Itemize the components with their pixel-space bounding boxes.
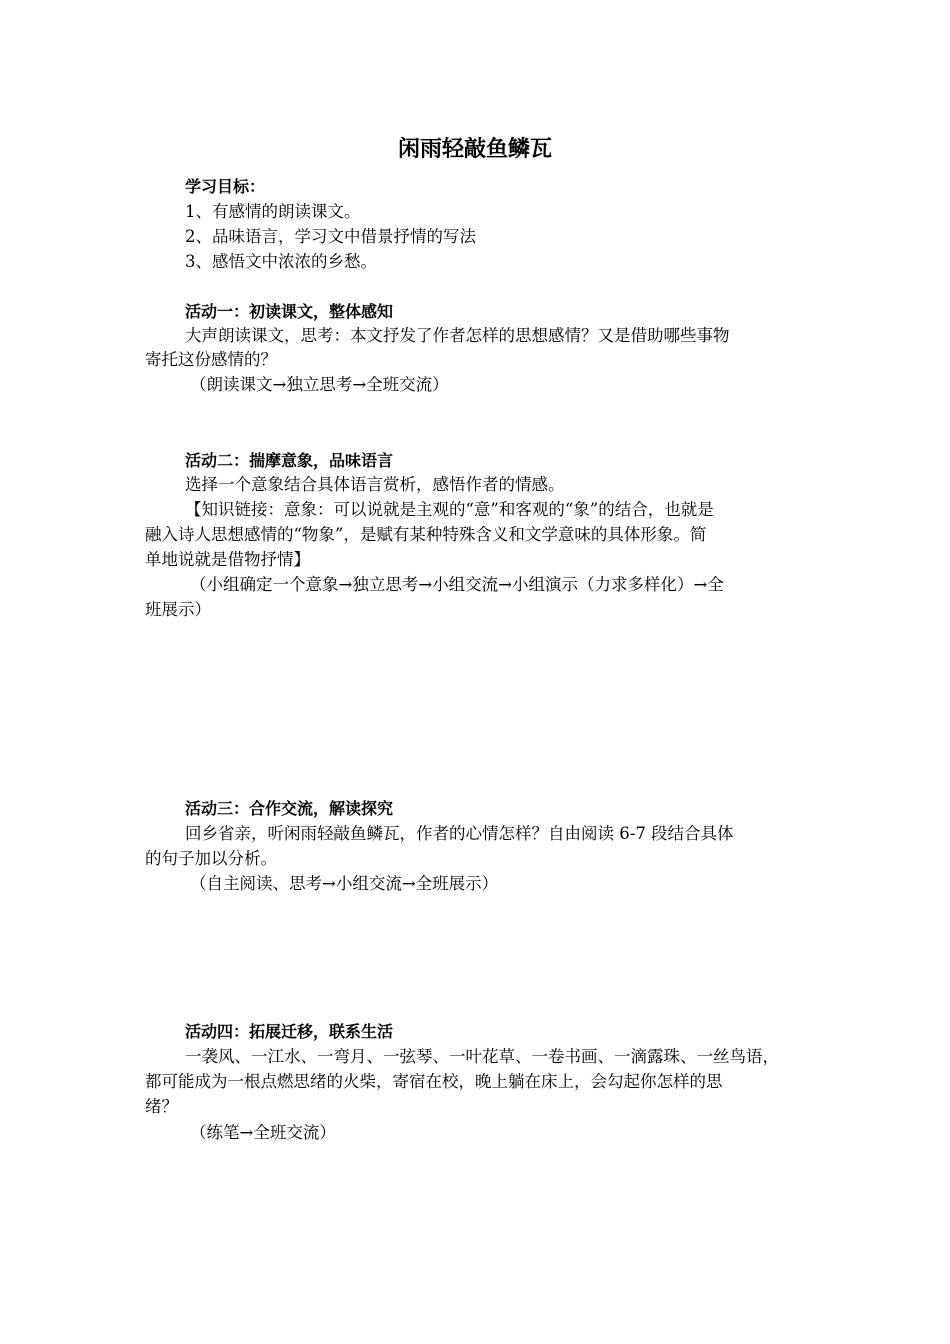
activity2-heading: 活动二：揣摩意象，品味语言 bbox=[185, 451, 394, 470]
activity2-knowledge-line: 【知识链接：意象：可以说就是主观的“意”和客观的“象”的结合，也就是 bbox=[185, 500, 714, 519]
activity3-process: （自主阅读、思考→小组交流→全班展示） bbox=[190, 874, 499, 893]
document-title: 闲雨轻敲鱼鳞瓦 bbox=[397, 137, 552, 162]
activity1-process: （朗读课文→独立思考→全班交流） bbox=[190, 375, 449, 394]
objectives-heading: 学习目标： bbox=[185, 177, 266, 196]
activity4-text-line: 绪？ bbox=[145, 1097, 178, 1116]
activity4-text-line: 一袭风、一江水、一弯月、一弦琴、一叶花草、一卷书画、一滴露珠、一丝鸟语， bbox=[185, 1047, 779, 1066]
activity4-process: （练笔→全班交流） bbox=[190, 1123, 336, 1142]
activity4-heading: 活动四：拓展迁移，联系生活 bbox=[185, 1022, 394, 1041]
activity2-knowledge-line: 融入诗人思想感情的“物象”，是赋有某种特殊含义和文学意味的具体形象。简 bbox=[145, 525, 707, 544]
activity2-process-line: 班展示） bbox=[145, 600, 211, 619]
objective-item: 2、品味语言，学习文中借景抒情的写法 bbox=[185, 227, 476, 246]
activity3-text-line: 回乡省亲，听闲雨轻敲鱼鳞瓦，作者的心情怎样？自由阅读 6-7 段结合具体 bbox=[185, 824, 734, 843]
activity4-text-line: 都可能成为一根点燃思绪的火柴，寄宿在校，晚上躺在床上，会勾起你怎样的思 bbox=[145, 1072, 723, 1091]
objective-item: 1、有感情的朗读课文。 bbox=[185, 202, 361, 221]
activity2-intro: 选择一个意象结合具体语言赏析，感悟作者的情感。 bbox=[185, 475, 565, 494]
activity2-process-line: （小组确定一个意象→独立思考→小组交流→小组演示（力求多样化）→全 bbox=[190, 575, 724, 594]
activity3-text-line: 的句子加以分析。 bbox=[145, 849, 277, 868]
activity1-text-line: 寄托这份感情的？ bbox=[145, 350, 277, 369]
activity1-heading: 活动一：初读课文，整体感知 bbox=[185, 302, 394, 321]
activity2-knowledge-line: 单地说就是借物抒情】 bbox=[145, 550, 310, 569]
activity3-heading: 活动三：合作交流，解读探究 bbox=[185, 799, 394, 818]
objective-item: 3、感悟文中浓浓的乡愁。 bbox=[185, 252, 377, 271]
activity1-text-line: 大声朗读课文，思考：本文抒发了作者怎样的思想感情？又是借助哪些事物 bbox=[185, 326, 730, 345]
